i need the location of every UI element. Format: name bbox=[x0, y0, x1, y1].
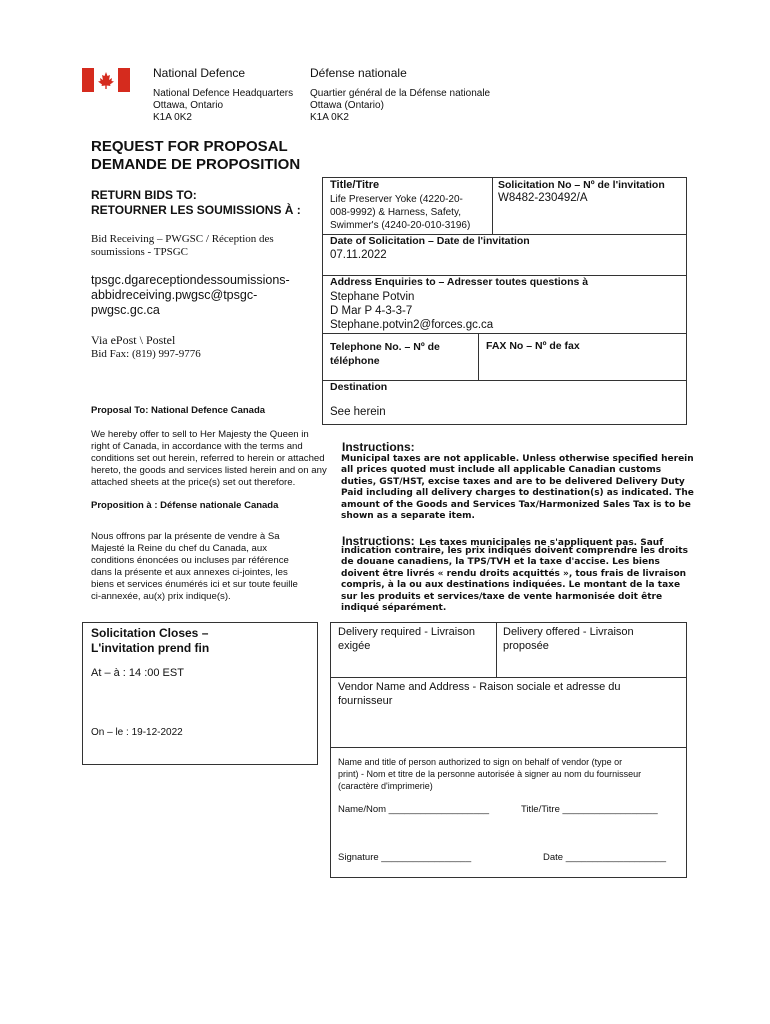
bid-email-line: pwgsc.gc.ca bbox=[91, 303, 160, 317]
title-value bbox=[330, 193, 470, 232]
fax-label: FAX No – Nº de fax bbox=[486, 340, 580, 352]
instructions-line: amount of the Goods and Services Tax/Harmonized Sales Tax is to be bbox=[341, 499, 691, 510]
return-bids-fr: RETOURNER LES SOUMISSIONS À : bbox=[91, 203, 301, 217]
divider bbox=[331, 747, 686, 748]
destination-value: See herein bbox=[330, 406, 386, 418]
header-org-en: National Defence bbox=[153, 66, 246, 80]
header-org-fr: Défense nationale bbox=[310, 66, 407, 80]
enquiries-line: Stephane.potvin2@forces.gc.ca bbox=[330, 319, 494, 331]
solicitation-closes-box bbox=[82, 622, 318, 765]
canada-flag-icon bbox=[82, 68, 130, 92]
text-line: biens et services énumérés ici et sur toute feuille bbox=[91, 579, 298, 590]
text-line: right of Canada, in accordance with the terms and bbox=[91, 441, 303, 452]
vendor-line: Vendor Name and Address - Raison sociale et adresse du bbox=[338, 681, 621, 693]
closes-at: At – à : 14 :00 EST bbox=[91, 667, 184, 679]
enquiries-line: Stephane Potvin bbox=[330, 291, 415, 303]
instructions-line: Paid including all delivery charges to destination(s) as indicated. The bbox=[341, 488, 694, 499]
authorized-line: (caractère d'imprimerie) bbox=[338, 781, 433, 791]
delivery-required bbox=[338, 625, 475, 653]
title-fr: DEMANDE DE PROPOSITION bbox=[91, 156, 301, 173]
solicitation-number-value: W8482-230492/A bbox=[498, 192, 588, 204]
instructions-text-en bbox=[341, 454, 694, 522]
title-value-line: Life Preserver Yoke (4220-20- bbox=[330, 194, 463, 205]
telephone-label bbox=[330, 340, 440, 368]
divider bbox=[496, 623, 497, 677]
delivery-required-line: Delivery required - Livraison bbox=[338, 626, 475, 638]
header-address-line: National Defence Headquarters bbox=[153, 88, 294, 99]
title-value-line: Swimmer's (4240-20-010-3196) bbox=[330, 220, 471, 231]
bid-email bbox=[91, 273, 290, 318]
title-value-line: 008-9992) & Harness, Safety, bbox=[330, 207, 461, 218]
return-bids-heading bbox=[91, 188, 301, 218]
vendor-line: fournisseur bbox=[338, 695, 393, 707]
header-address-fr bbox=[310, 88, 490, 124]
text-line: conditions set out herein, referred to herein or attached bbox=[91, 453, 325, 464]
enquiries-label: Address Enquiries to – Adresser toutes questions à bbox=[330, 276, 589, 288]
instructions-line: indiqué séparément. bbox=[341, 603, 447, 614]
text-line: hereto, the goods and services listed herein and on any bbox=[91, 465, 327, 476]
bid-receiving-line: Bid Receiving – PWGSC / Réception des bbox=[91, 233, 274, 245]
proposal-to-label: Proposal To: National Defence Canada bbox=[91, 405, 266, 416]
bid-via: Via ePost \ Postel bbox=[91, 333, 176, 347]
text-line: Majesté la Reine du chef du Canada, aux bbox=[91, 543, 267, 554]
authorized-line: Name and title of person authorized to sign on behalf of vendor (type or bbox=[338, 757, 623, 767]
header-address-line: Ottawa (Ontario) bbox=[310, 100, 384, 111]
solicitation-number-label: Solicitation No – Nº de l'invitation bbox=[498, 179, 665, 191]
text-line: ci-annexée, au(x) prix indique(s). bbox=[91, 591, 231, 602]
bid-email-line: abbidreceiving.pwgsc@tpsgc- bbox=[91, 288, 258, 302]
solicitation-form bbox=[322, 177, 687, 425]
header-address-line: K1A 0K2 bbox=[153, 112, 192, 123]
text-line: dans la présente et aux annexes ci-jointes, les bbox=[91, 567, 288, 578]
proposal-text-en bbox=[91, 429, 327, 489]
instructions-line: doivent être livrés « rendu droits acquittés », tous frais de livraison bbox=[341, 568, 687, 579]
instructions-line: de douane canadiens, la TPS/TVH et la taxe d'accise. Les biens bbox=[341, 557, 660, 568]
divider bbox=[323, 333, 686, 334]
instructions-line: duties, GST/HST, excise taxes and are to be delivered Delivery Duty bbox=[341, 476, 685, 487]
instructions-line: Les taxes municipales ne s'appliquent pas. Sauf bbox=[419, 538, 664, 548]
instructions-line: all prices quoted must include all applicable Canadian customs bbox=[341, 465, 662, 476]
enquiries-contact bbox=[330, 290, 493, 332]
instructions-line: Municipal taxes are not applicable. Unless otherwise specified herein bbox=[341, 454, 694, 464]
title-en: REQUEST FOR PROPOSAL bbox=[91, 138, 288, 155]
divider bbox=[331, 677, 686, 678]
text-line: We hereby offer to sell to Her Majesty the Queen in bbox=[91, 429, 309, 440]
title-label: Title/Titre bbox=[330, 179, 380, 191]
proposition-label: Proposition à : Défense nationale Canada bbox=[91, 500, 279, 511]
telephone-label-line: téléphone bbox=[330, 355, 380, 367]
closes-label-line: Solicitation Closes – bbox=[91, 626, 209, 640]
proposal-text-fr bbox=[91, 531, 298, 603]
instructions-line: sur les produits et services/taxe de vente harmonisée doit être bbox=[341, 591, 663, 602]
bid-fax: Bid Fax: (819) 997-9776 bbox=[91, 348, 201, 360]
text-line: attached sheets at the price(s) set out therefore. bbox=[91, 477, 296, 488]
delivery-offered-line: proposée bbox=[503, 640, 549, 652]
instructions-text-fr bbox=[341, 546, 688, 614]
header-address-line: Ottawa, Ontario bbox=[153, 100, 224, 111]
delivery-offered-line: Delivery offered - Livraison bbox=[503, 626, 634, 638]
divider bbox=[492, 178, 493, 234]
telephone-label-line: Telephone No. – Nº de bbox=[330, 341, 440, 353]
name-field[interactable]: Name/Nom ___________________ bbox=[338, 804, 490, 815]
signature-field[interactable]: Signature _________________ bbox=[338, 852, 472, 863]
date-value: 07.11.2022 bbox=[330, 249, 387, 261]
closes-on: On – le : 19-12-2022 bbox=[91, 727, 183, 738]
text-line: Nous offrons par la présente de vendre à Sa bbox=[91, 531, 280, 542]
return-bids-en: RETURN BIDS TO: bbox=[91, 188, 197, 202]
instructions-line: compris, à la ou aux destinations indiquées. Le montant de la taxe bbox=[341, 580, 681, 591]
date-label: Date of Solicitation – Date de l'invitation bbox=[330, 235, 530, 247]
instructions-heading-fr: Instructions: bbox=[342, 534, 415, 548]
text-line: conditions énoncées ou incluses par référence bbox=[91, 555, 289, 566]
title-field[interactable]: Title/Titre __________________ bbox=[521, 804, 658, 815]
date-field[interactable]: Date ___________________ bbox=[543, 852, 667, 863]
delivery-required-line: exigée bbox=[338, 640, 371, 652]
instructions-heading-en: Instructions: bbox=[342, 440, 415, 454]
closes-label bbox=[91, 626, 209, 656]
authorized-person bbox=[338, 756, 641, 792]
instructions-line: indication contraire, les prix indiqués doivent comprendre les droits bbox=[341, 546, 688, 556]
destination-label: Destination bbox=[330, 381, 388, 393]
header-address-line: Quartier général de la Défense nationale bbox=[310, 88, 491, 99]
divider bbox=[478, 333, 479, 380]
vendor-name-address bbox=[338, 680, 621, 708]
page-title bbox=[91, 138, 300, 174]
header-address-line: K1A 0K2 bbox=[310, 112, 349, 123]
delivery-offered bbox=[503, 625, 634, 653]
bid-receiving-line: soumissions - TPSGC bbox=[91, 246, 188, 258]
header-address-en bbox=[153, 88, 293, 124]
enquiries-line: D Mar P 4-3-3-7 bbox=[330, 305, 413, 317]
bid-receiving bbox=[91, 233, 274, 259]
instructions-line: shown as a separate item. bbox=[341, 511, 475, 522]
authorized-line: print) - Nom et titre de la personne autorisée à signer au nom du fournisseur bbox=[338, 769, 642, 779]
bid-email-line: tpsgc.dgareceptiondessoumissions- bbox=[91, 273, 290, 287]
closes-label-line: L'invitation prend fin bbox=[91, 641, 210, 655]
vendor-box bbox=[330, 622, 687, 878]
